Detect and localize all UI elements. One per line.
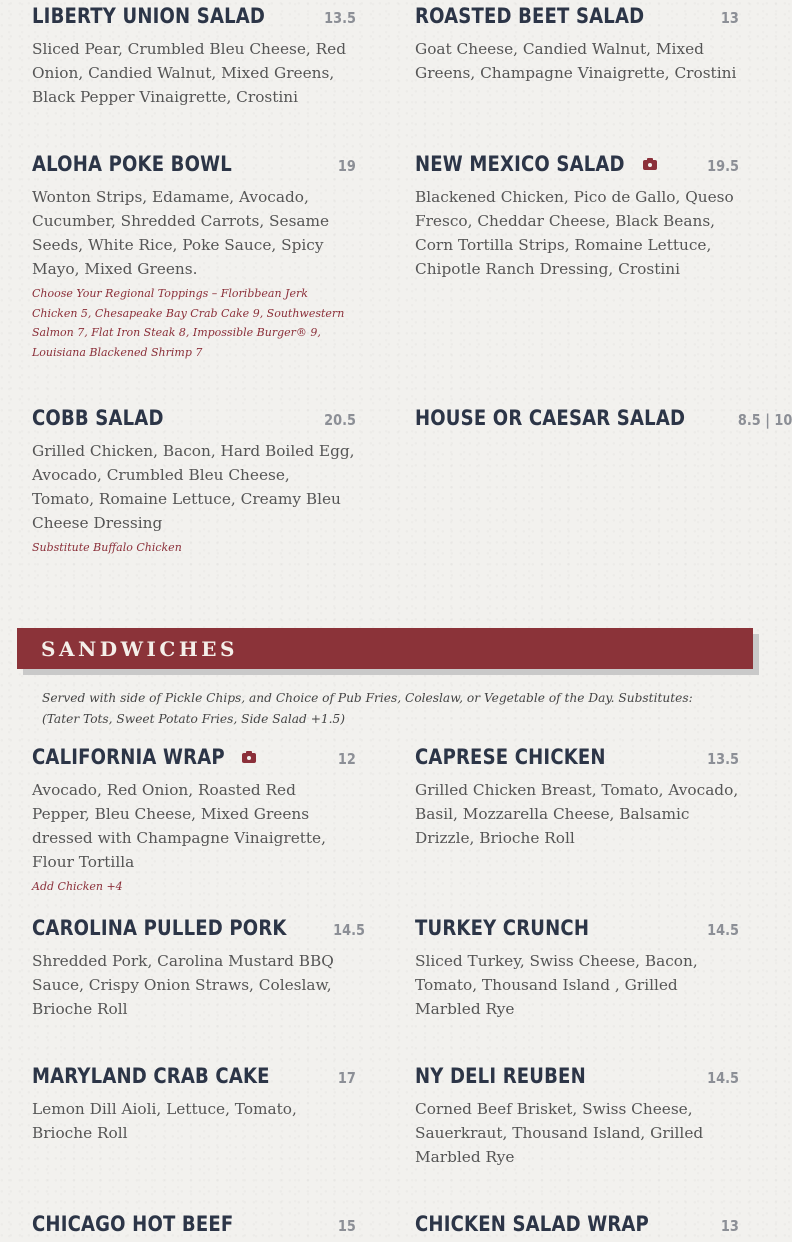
item-note: Substitute Buffalo Chicken xyxy=(32,541,182,554)
item-price: 20.5 xyxy=(324,411,356,429)
menu-item xyxy=(415,745,739,850)
item-description: Sliced Turkey, Swiss Cheese, Bacon, Tomato, Thousand Island , Grilled Marbled Rye xyxy=(415,952,698,1018)
menu-item xyxy=(32,152,356,362)
item-price: 14.5 xyxy=(333,921,366,939)
item-header xyxy=(32,4,356,34)
item-name: CAPRESE CHICKEN xyxy=(415,745,606,769)
item-price: 14.5 xyxy=(707,921,739,939)
item-name: ALOHA POKE BOWL xyxy=(32,152,232,176)
item-price: 13 xyxy=(721,9,739,27)
item-header xyxy=(415,4,739,34)
item-name: CHICKEN SALAD WRAP xyxy=(415,1212,649,1236)
item-name: HOUSE OR CAESAR SALAD xyxy=(415,406,686,430)
menu-item xyxy=(415,406,792,436)
section-note: Served with side of Pickle Chips, and Choice of Pub Fries, Coleslaw, or Vegetable of the Day. Substitutes: (Tater Tots, Sweet Potato Fries, Side Salad +1.5) xyxy=(42,691,693,726)
menu-item xyxy=(415,1064,739,1169)
item-price: 17 xyxy=(338,1069,356,1087)
item-header xyxy=(32,1064,356,1094)
item-description: Corned Beef Brisket, Swiss Cheese, Sauerkraut, Thousand Island, Grilled Marbled Rye xyxy=(415,1100,704,1166)
item-description: Sliced Pear, Crumbled Bleu Cheese, Red Onion, Candied Walnut, Mixed Greens, Black Pepper Vinaigrette, Crostini xyxy=(32,40,346,106)
camera-icon[interactable] xyxy=(643,160,657,170)
item-header xyxy=(415,1212,739,1242)
item-price: 13.5 xyxy=(324,9,356,27)
menu-item xyxy=(32,916,366,1021)
item-header xyxy=(32,916,366,946)
menu-item xyxy=(32,1212,356,1242)
item-note: Add Chicken +4 xyxy=(32,880,123,893)
item-title-group xyxy=(32,745,256,769)
item-name: CHICAGO HOT BEEF xyxy=(32,1212,234,1236)
camera-icon[interactable] xyxy=(242,753,256,763)
item-description: Wonton Strips, Edamame, Avocado, Cucumber, Shredded Carrots, Sesame Seeds, White Rice, Poke Sauce, Spicy Mayo, Mixed Greens. xyxy=(32,188,330,278)
item-price: 19.5 xyxy=(707,157,739,175)
item-description: Avocado, Red Onion, Roasted Red Pepper, Bleu Cheese, Mixed Greens dressed with Champagne Vinaigrette, Flour Tortilla xyxy=(32,781,326,871)
item-header xyxy=(415,745,739,775)
item-name: CAROLINA PULLED PORK xyxy=(32,916,287,940)
item-description: Grilled Chicken, Bacon, Hard Boiled Egg, Avocado, Crumbled Bleu Cheese, Tomato, Romaine Lettuce, Creamy Bleu Cheese Dressing xyxy=(32,442,355,532)
item-price: 13.5 xyxy=(707,750,739,768)
item-description: Lemon Dill Aioli, Lettuce, Tomato, Brioche Roll xyxy=(32,1100,297,1142)
item-header xyxy=(32,406,356,436)
item-header xyxy=(415,916,739,946)
item-price: 14.5 xyxy=(707,1069,739,1087)
item-header xyxy=(415,1064,739,1094)
item-header xyxy=(32,745,356,775)
item-price: 19 xyxy=(338,157,356,175)
item-name: COBB SALAD xyxy=(32,406,164,430)
item-price: 12 xyxy=(338,750,356,768)
item-name: LIBERTY UNION SALAD xyxy=(32,4,266,28)
item-description: Grilled Chicken Breast, Tomato, Avocado, Basil, Mozzarella Cheese, Balsamic Drizzle, Brioche Roll xyxy=(415,781,739,847)
menu-item xyxy=(415,4,739,85)
menu-item xyxy=(32,1064,356,1145)
section-title: SANDWICHES xyxy=(41,637,238,661)
item-name: NY DELI REUBEN xyxy=(415,1064,586,1088)
item-price: 15 xyxy=(338,1217,356,1235)
item-name: NEW MEXICO SALAD xyxy=(415,152,625,176)
item-name: MARYLAND CRAB CAKE xyxy=(32,1064,270,1088)
menu-item xyxy=(415,152,739,281)
item-price: 13 xyxy=(721,1217,739,1235)
item-header xyxy=(32,1212,356,1242)
item-price: 8.5 | 10 xyxy=(737,411,792,429)
item-header xyxy=(415,406,792,436)
item-description: Shredded Pork, Carolina Mustard BBQ Sauce, Crispy Onion Straws, Coleslaw, Brioche Roll xyxy=(32,952,334,1018)
item-note: Choose Your Regional Toppings – Floribbean Jerk Chicken 5, Chesapeake Bay Crab Cake 9, Southwestern Salmon 7, Flat Iron Steak 8, Impossible Burger® 9, Louisiana Blackened Shrimp 7 xyxy=(32,287,345,359)
menu-item xyxy=(32,745,356,897)
item-description: Blackened Chicken, Pico de Gallo, Queso Fresco, Cheddar Cheese, Black Beans, Corn Tortilla Strips, Romaine Lettuce, Chipotle Ranch Dressing, Crostini xyxy=(415,188,734,278)
item-description: Goat Cheese, Candied Walnut, Mixed Greens, Champagne Vinaigrette, Crostini xyxy=(415,40,737,82)
item-header xyxy=(415,152,739,182)
menu-item xyxy=(32,4,356,109)
item-header xyxy=(32,152,356,182)
item-name: CALIFORNIA WRAP xyxy=(32,745,225,769)
menu-item xyxy=(415,1212,739,1242)
item-name: TURKEY CRUNCH xyxy=(415,916,590,940)
section-banner xyxy=(17,628,753,669)
menu-item xyxy=(415,916,739,1021)
menu-item xyxy=(32,406,356,558)
item-name: ROASTED BEET SALAD xyxy=(415,4,645,28)
item-title-group xyxy=(415,152,657,176)
